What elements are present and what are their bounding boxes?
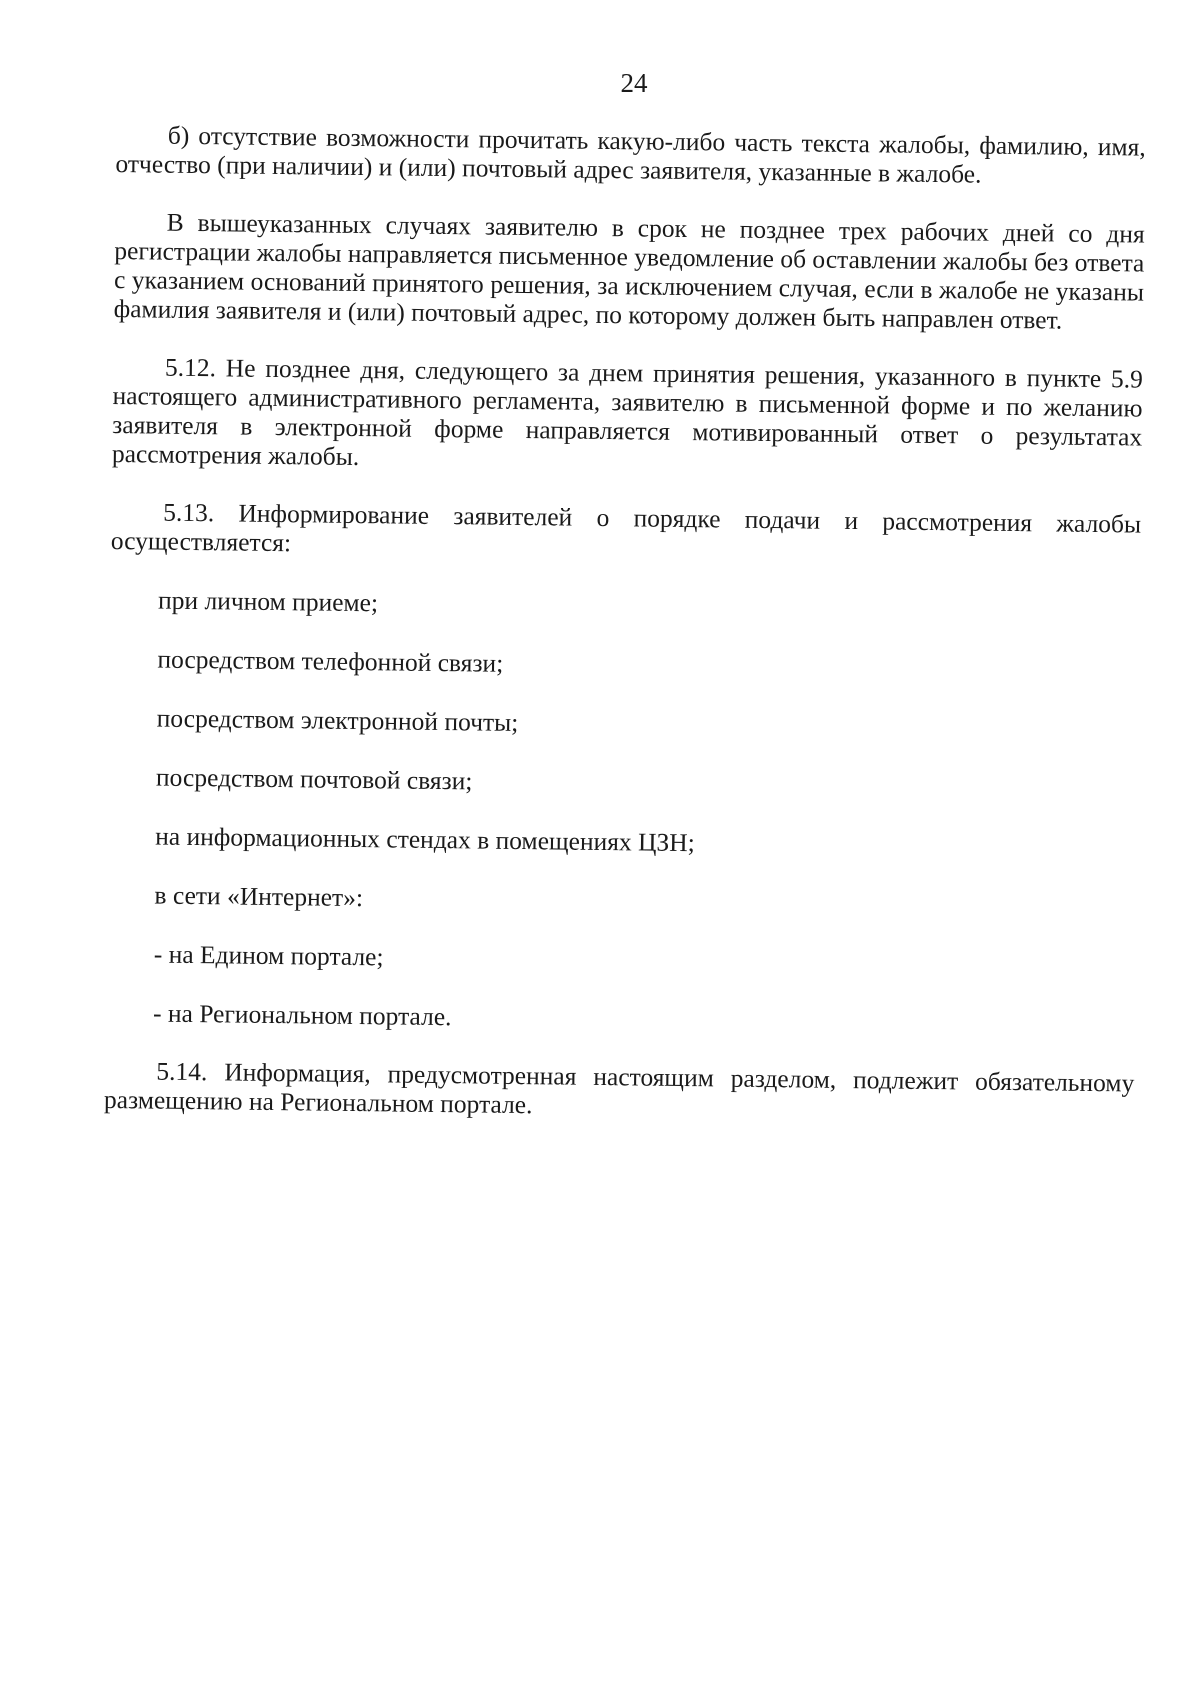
list-item: посредством почтовой связи; xyxy=(155,762,473,796)
list-item: - на Региональном портале. xyxy=(152,998,452,1032)
page-number: 24 xyxy=(620,68,648,98)
list-item: на информационных стендах в помещениях ЦЗН; xyxy=(155,821,695,858)
document-body xyxy=(104,120,1146,1127)
paragraph-5-14: 5.14. Информация, предусмотренная настоящим разделом, подлежит обязательному размещению на Региональном портале. xyxy=(103,1056,1135,1120)
paragraph-b: б) отсутствие возможности прочитать какую-либо часть текста жалобы, фамилию, имя, отчество (при наличии) и (или) почтовый адрес заявителя, указанные в жалобе. xyxy=(115,120,1146,189)
list-item: при личном приеме; xyxy=(157,585,379,618)
list-item: в сети «Интернет»: xyxy=(154,880,364,913)
paragraph-notification: В вышеуказанных случаях заявителю в срок не позднее трех рабочих дней со дня регистрации жалобы направляется письменное уведомление об оставлении жалобы без ответа с указанием оснований принятого решения, за исключением случая, если в жалобе не указаны фамилия заявителя и (или) почтовый адрес, по которому должен быть направлен ответ. xyxy=(113,207,1145,335)
list-item: посредством телефонной связи; xyxy=(157,644,504,678)
paragraph-5-13: 5.13. Информирование заявителей о порядке подачи и рассмотрения жалобы осуществляется: xyxy=(110,497,1142,558)
paragraph-5-12: 5.12. Не позднее дня, следующего за днем принятия решения, указанного в пункте 5.9 настоящего административного регламента, заявителю в письменной форме и по желанию заявителя в электронной форме направляется мотивированный ответ о результатах рассмотрения жалобы. xyxy=(111,352,1144,471)
list-item: посредством электронной почты; xyxy=(156,703,519,737)
list-item: - на Едином портале; xyxy=(153,939,384,972)
